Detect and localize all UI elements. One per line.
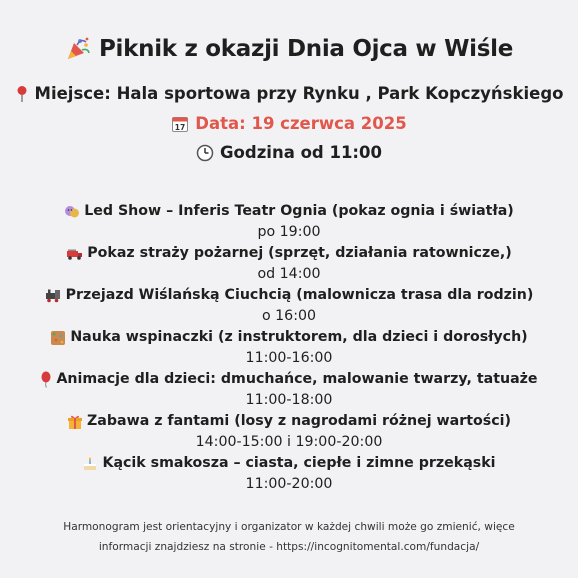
event-time: 14:00-15:00 i 19:00-20:00 bbox=[195, 434, 383, 450]
list-item bbox=[0, 369, 578, 411]
event-title: Kącik smakosza – ciasta, ciepłe i zimne przekąski bbox=[102, 455, 496, 471]
list-item bbox=[0, 453, 578, 495]
event-time: o 16:00 bbox=[261, 308, 317, 324]
title-row bbox=[0, 36, 578, 62]
date-row bbox=[0, 114, 578, 133]
event-list bbox=[0, 201, 578, 495]
place-row bbox=[0, 84, 578, 103]
footer-line-2: informacji znajdziesz na stronie - https://incognitomental.com/fundacja/ bbox=[98, 541, 480, 553]
event-title: Led Show – Inferis Teatr Ognia (pokaz ognia i światła) bbox=[84, 203, 514, 219]
event-title: Przejazd Wiślańską Ciuchcią (malownicza trasa dla rodzin) bbox=[65, 287, 534, 303]
list-item bbox=[0, 285, 578, 327]
pin-icon bbox=[15, 85, 29, 103]
climbing-icon bbox=[50, 330, 66, 346]
balloon-icon bbox=[40, 371, 52, 388]
list-item bbox=[0, 411, 578, 453]
cake-icon bbox=[82, 456, 98, 472]
event-title: Nauka wspinaczki (z instruktorem, dla dzieci i dorosłych) bbox=[70, 329, 528, 345]
page-title: Piknik z okazji Dnia Ojca w Wiśle bbox=[98, 36, 514, 62]
footer-note bbox=[40, 517, 538, 557]
party-popper-icon bbox=[65, 36, 91, 62]
event-title: Pokaz straży pożarnej (sprzęt, działania ratownicze,) bbox=[87, 245, 512, 261]
place-text: Miejsce: Hala sportowa przy Rynku , Park Kopczyńskiego bbox=[34, 84, 564, 103]
event-time: 11:00-20:00 bbox=[245, 476, 333, 492]
list-item bbox=[0, 327, 578, 369]
list-item bbox=[0, 243, 578, 285]
event-time: 11:00-18:00 bbox=[245, 392, 333, 408]
list-item bbox=[0, 201, 578, 243]
svg-text:17: 17 bbox=[175, 122, 186, 132]
time-text: Godzina od 11:00 bbox=[220, 143, 382, 162]
event-time: po 19:00 bbox=[257, 224, 321, 240]
event-time: 11:00-16:00 bbox=[245, 350, 333, 366]
event-title: Zabawa z fantami (losy z nagrodami różnej wartości) bbox=[87, 413, 511, 429]
locomotive-icon bbox=[45, 288, 62, 303]
footer-line-1: Harmonogram jest orientacyjny i organizator w każdej chwili może go zmienić, więce bbox=[63, 521, 515, 533]
time-row bbox=[0, 143, 578, 162]
date-text: Data: 19 czerwca 2025 bbox=[195, 114, 407, 133]
event-time: od 14:00 bbox=[257, 266, 321, 282]
event-title: Animacje dla dzieci: dmuchańce, malowanie twarzy, tatuaże bbox=[56, 371, 538, 387]
fire-engine-icon bbox=[66, 247, 83, 261]
clock-icon bbox=[196, 144, 214, 162]
calendar-icon bbox=[171, 115, 189, 133]
theater-masks-icon bbox=[64, 204, 80, 220]
gift-icon bbox=[67, 414, 83, 430]
